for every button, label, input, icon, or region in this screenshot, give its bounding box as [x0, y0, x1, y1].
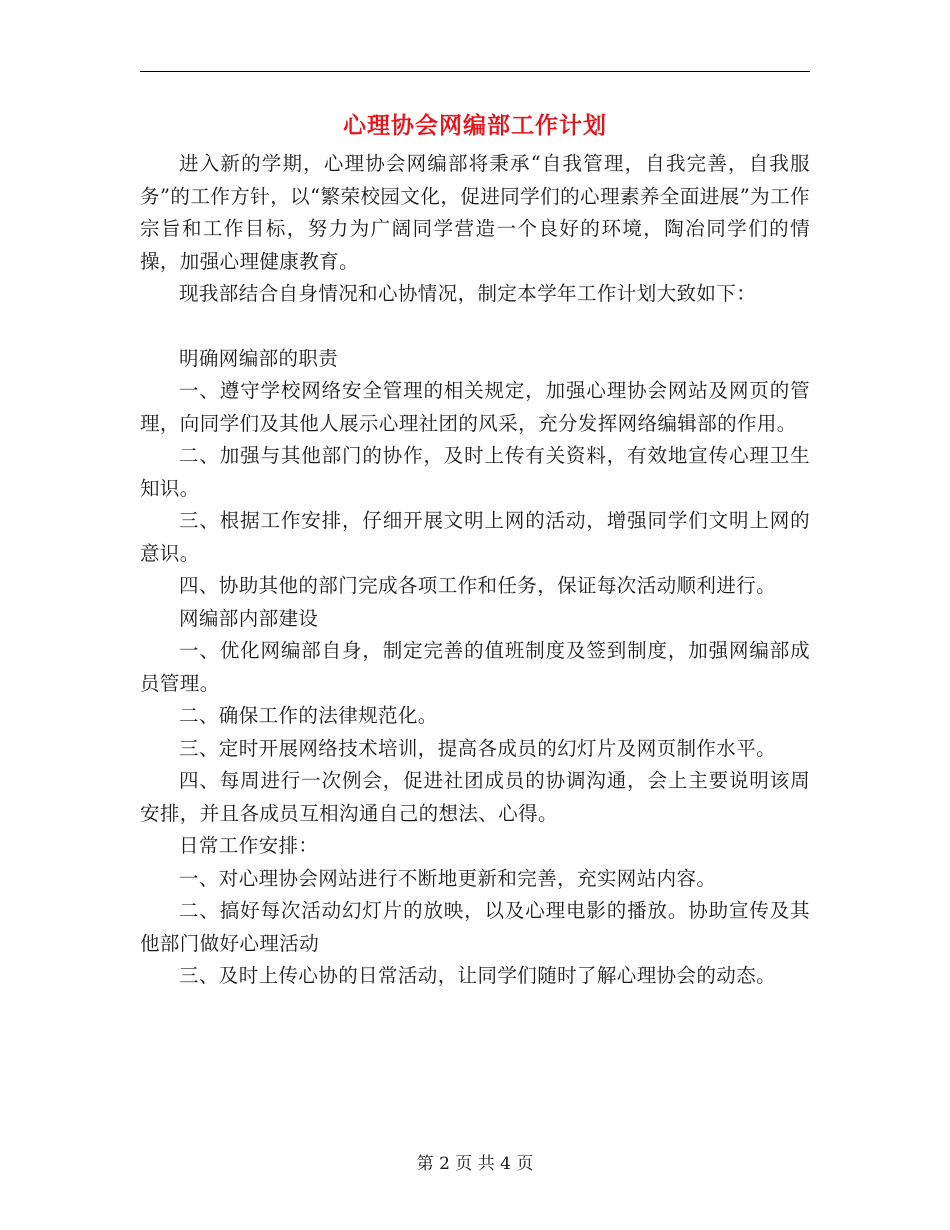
header-rule: [140, 71, 810, 72]
document-title: 心理协会网编部工作计划: [343, 112, 607, 139]
section-heading-duties: 明确网编部的职责: [179, 346, 339, 370]
section-heading-internal: 网编部内部建设: [179, 606, 319, 630]
paragraph-internal-4: 四、每周进行一次例会，促进社团成员的协调沟通，会上主要说明该周安排，并且各成员互相沟通自己的想法、心得。: [140, 769, 810, 825]
paragraph-duty-3: 三、根据工作安排，仔细开展文明上网的活动，增强同学们文明上网的意识。: [140, 509, 810, 565]
paragraph-daily-3: 三、及时上传心协的日常活动，让同学们随时了解心理协会的动态。: [179, 964, 777, 987]
paragraph-internal-2: 二、确保工作的法律规范化。: [179, 704, 438, 727]
paragraph-intro: 进入新的学期，心理协会网编部将秉承“自我管理，自我完善，自我服务”的工作方针，以“繁荣校园文化，促进同学们的心理素养全面进展”为工作宗旨和工作目标，努力为广阔同学营造一个良好的环境，陶冶同学们的情操，加强心理健康教育。: [140, 152, 810, 273]
paragraph-daily-2: 二、搞好每次活动幻灯片的放映，以及心理电影的播放。协助宣传及其他部门做好心理活动: [140, 899, 810, 955]
paragraph-duty-1: 一、遵守学校网络安全管理的相关规定，加强心理协会网站及网页的管理，向同学们及其他人展示心理社团的风采，充分发挥网络编辑部的作用。: [140, 379, 810, 435]
paragraph-duty-2: 二、加强与其他部门的协作，及时上传有关资料，有效地宣传心理卫生知识。: [140, 444, 810, 500]
paragraph-internal-1: 一、优化网编部自身，制定完善的值班制度及签到制度，加强网编部成员管理。: [140, 639, 810, 695]
page-number-footer: 第 2 页 共 4 页: [416, 1154, 534, 1174]
document-body: [140, 148, 810, 993]
paragraph-duty-4: 四、协助其他的部门完成各项工作和任务，保证每次活动顺利进行。: [179, 574, 777, 597]
section-heading-daily: 日常工作安排：: [179, 834, 319, 857]
paragraph-daily-1: 一、对心理协会网站进行不断地更新和完善，充实网站内容。: [179, 866, 717, 890]
paragraph-plan-summary: 现我部结合自身情况和心协情况，制定本学年工作计划大致如下：: [179, 282, 757, 305]
paragraph-internal-3: 三、定时开展网络技术培训，提高各成员的幻灯片及网页制作水平。: [179, 736, 777, 760]
